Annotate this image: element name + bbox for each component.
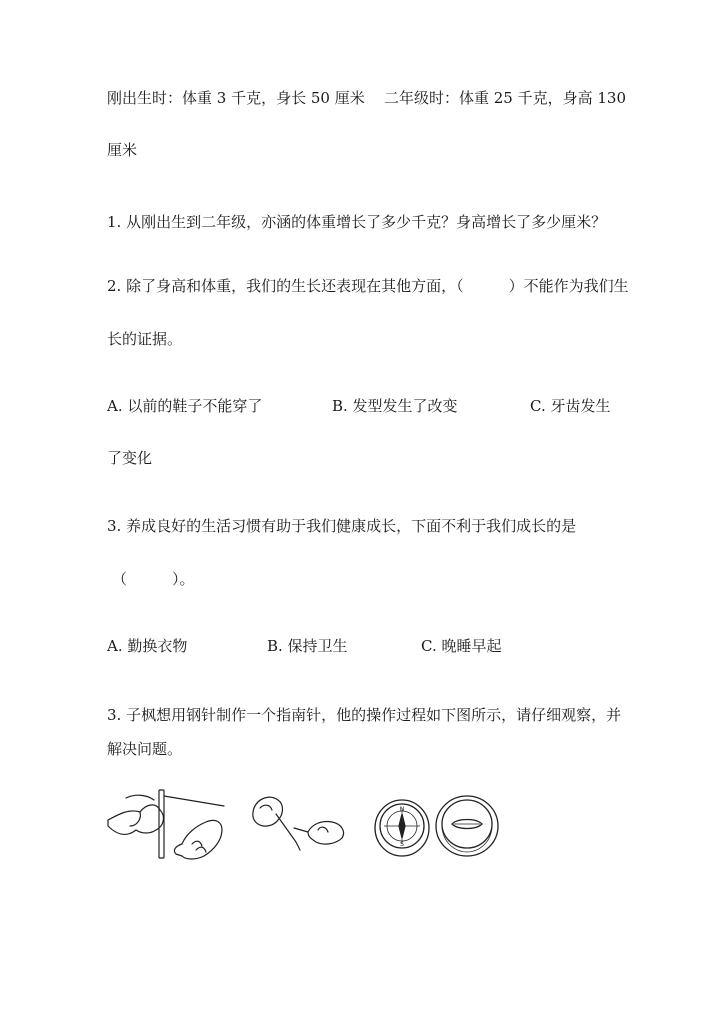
- question-2-line2: 长的证据。: [107, 330, 183, 348]
- question-3a-option-b: B. 保持卫生: [267, 637, 348, 655]
- procedure-illustrations: [106, 786, 506, 862]
- question-1: 1. 从刚出生到二年级，亦涵的体重增长了多少千克？身高增长了多少厘米？: [107, 213, 607, 231]
- question-3b-line2: 解决问题。: [107, 740, 183, 758]
- compass-illustration: [372, 786, 432, 862]
- compass-north-label: N: [399, 806, 405, 813]
- question-3a-line1: 3. 养成良好的生活习惯有助于我们健康成长，下面不利于我们成长的是: [107, 517, 577, 535]
- question-2-line1: 2. 除了身高和体重，我们的生长还表现在其他方面，（ ）不能作为我们生: [107, 277, 629, 295]
- question-3a-line2: （ ）。: [112, 570, 195, 588]
- question-3a-option-c: C. 晚睡早起: [421, 637, 502, 655]
- intro-grade2-cont: 厘米: [107, 141, 138, 159]
- question-2-option-b: B. 发型发生了改变: [332, 397, 458, 415]
- insert-needle-illustration: [246, 786, 356, 862]
- compass-south-label: S: [400, 841, 404, 848]
- rub-needle-illustration: [106, 786, 236, 862]
- question-3b-line1: 3. 子枫想用钢针制作一个指南针，他的操作过程如下图所示，请仔细观察，并: [107, 706, 622, 724]
- question-2-option-c-cont: 了变化: [107, 449, 153, 467]
- intro-birth: 刚出生时：体重 3 千克，身长 50 厘米: [107, 89, 365, 107]
- intro-grade2: 二年级时：体重 25 千克，身高 130: [384, 89, 627, 107]
- question-3a-option-a: A. 勤换衣物: [107, 637, 188, 655]
- question-2-option-c: C. 牙齿发生: [530, 397, 611, 415]
- question-2-option-a: A. 以前的鞋子不能穿了: [107, 397, 263, 415]
- water-dish-illustration: [434, 786, 500, 862]
